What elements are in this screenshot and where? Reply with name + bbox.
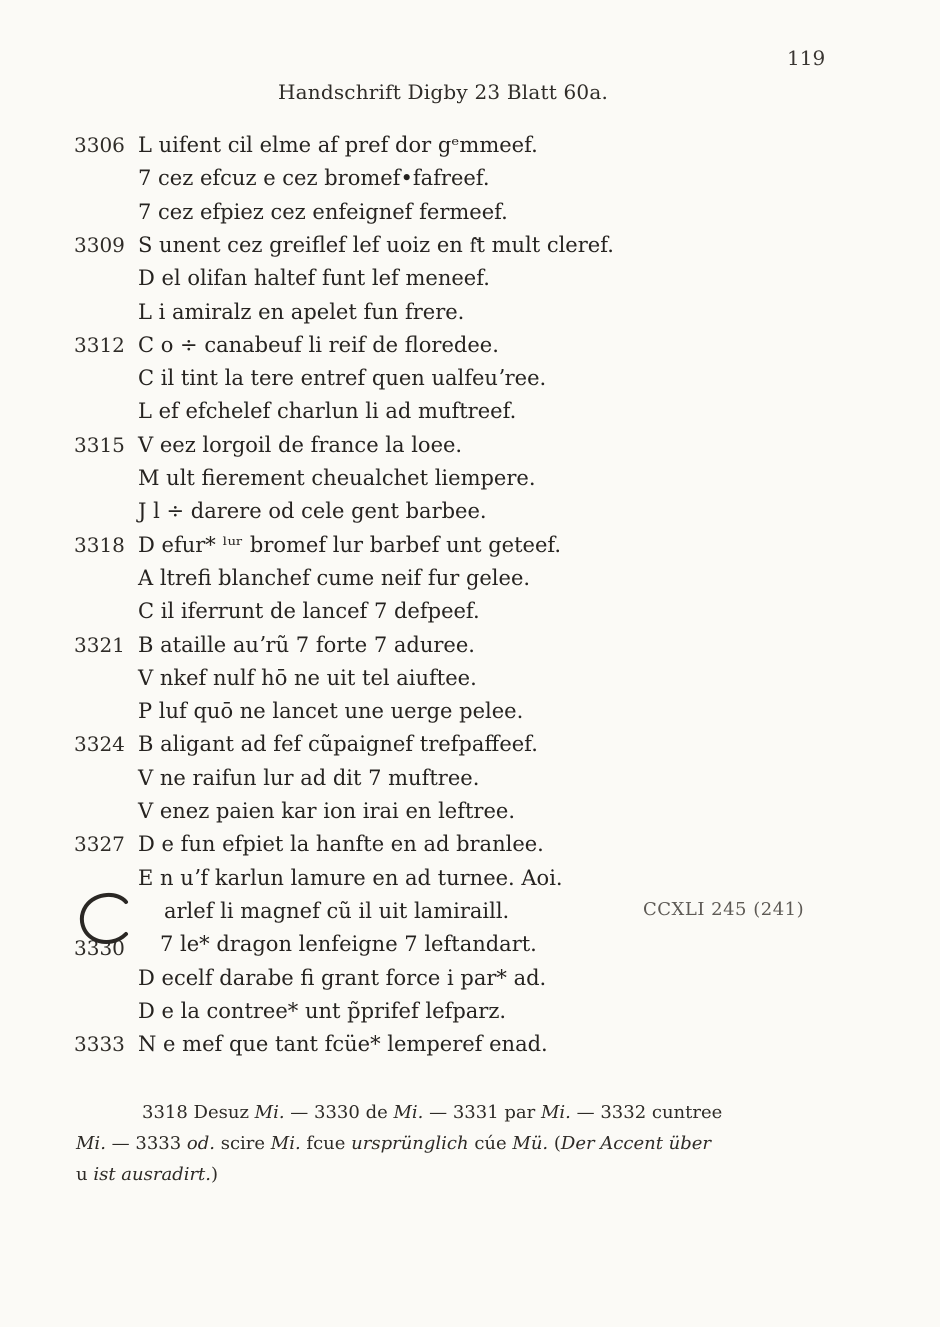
verse-line bbox=[0, 466, 940, 499]
verse-number: 3309 bbox=[74, 232, 125, 257]
verse-line bbox=[0, 699, 940, 732]
footnote-segment: — 3333 bbox=[105, 1133, 187, 1154]
footnote-line-3 bbox=[74, 1159, 834, 1190]
verse-line bbox=[0, 266, 940, 299]
footnote-segment: cuntree bbox=[651, 1102, 723, 1123]
footnote-segment: ursprünglich bbox=[351, 1133, 469, 1154]
initial-capital bbox=[74, 888, 134, 948]
footnote-segment: scire bbox=[215, 1133, 271, 1154]
verse-line bbox=[0, 633, 940, 666]
footnote-segment: Desuz bbox=[193, 1102, 255, 1123]
footnote-segment: Mi. bbox=[540, 1102, 571, 1123]
footnote-segment: par bbox=[504, 1102, 541, 1123]
footnote-line-2 bbox=[74, 1128, 834, 1159]
footnote-segment: — 3332 bbox=[570, 1102, 652, 1123]
verse-text: B aligant ad fef cũpaignef trefpaffeef. bbox=[138, 732, 538, 757]
verse-text: P luf quō ne lancet une uerge pelee. bbox=[138, 699, 524, 724]
verse-line bbox=[0, 166, 940, 199]
verse-text: C o ÷ canabeuf li reif de floredee. bbox=[138, 332, 499, 357]
verse-text: J l ÷ darere od cele gent barbee. bbox=[138, 499, 487, 524]
verse-line bbox=[0, 433, 940, 466]
verse-number: 3324 bbox=[74, 732, 125, 757]
footnote-segment: Mü. bbox=[512, 1133, 549, 1154]
footnote-segment: de bbox=[365, 1102, 394, 1123]
footnote-line-1 bbox=[74, 1097, 834, 1128]
verse-line bbox=[0, 966, 940, 999]
verse-line bbox=[0, 333, 940, 366]
verse-line bbox=[0, 932, 940, 965]
verse-text: A ltrefi blanchef cume neif fur gelee. bbox=[138, 565, 531, 590]
verse-text: V ne raifun lur ad dit 7 muftree. bbox=[138, 765, 480, 790]
verse-line bbox=[0, 832, 940, 865]
verse-text: D e fun efpiet la hanfte en ad branlee. bbox=[138, 832, 544, 857]
verse-line bbox=[0, 1032, 940, 1065]
verse-number: 3327 bbox=[74, 832, 125, 857]
verse-line bbox=[0, 599, 940, 632]
verse-line bbox=[0, 866, 940, 899]
verse-line bbox=[0, 233, 940, 266]
footnote-segment: — 3330 bbox=[284, 1102, 366, 1123]
verse-text: V enez paien kar ion irai en leftree. bbox=[138, 799, 516, 823]
verse-text: C il tint la tere entref quen ualfeuʼree. bbox=[138, 366, 547, 391]
verse-number: 3312 bbox=[74, 332, 125, 357]
verse-text: D efur* ˡᵘʳ bromef lur barbef unt geteef. bbox=[138, 532, 562, 557]
verse-line bbox=[0, 133, 940, 166]
footnote-segment: 3318 bbox=[142, 1102, 194, 1123]
verse-text: D el olifan haltef funt lef meneef. bbox=[138, 266, 490, 291]
verse-line bbox=[0, 499, 940, 532]
verse-line bbox=[0, 200, 940, 233]
verse-line bbox=[0, 366, 940, 399]
verse-line bbox=[0, 399, 940, 432]
verse-text: B ataille auʼrũ 7 forte 7 aduree. bbox=[138, 632, 475, 657]
footnote-segment: ( bbox=[548, 1133, 561, 1154]
verse-line bbox=[0, 300, 940, 333]
verse-line bbox=[0, 666, 940, 699]
footnote-segment: Mi. bbox=[76, 1133, 106, 1154]
footnote-segment: od. bbox=[186, 1133, 215, 1154]
verse-text: N e mef que tant fcüe* lemperef enad. bbox=[138, 1032, 548, 1057]
footnote-segment: Mi. bbox=[254, 1102, 285, 1123]
footnote-segment: ) bbox=[211, 1164, 219, 1185]
verse-line bbox=[0, 732, 940, 765]
footnote-segment: ist ausradirt. bbox=[93, 1164, 212, 1185]
footnote-segment: — 3331 bbox=[423, 1102, 505, 1123]
verse-number: 3315 bbox=[74, 432, 125, 457]
verse-number: 3318 bbox=[74, 532, 125, 557]
footnote-segment: u bbox=[76, 1164, 94, 1185]
verse-text: S unent cez greiflef lef uoiz en f͂t mult cleref. bbox=[138, 232, 614, 257]
verse-text: L uifent cil elme af pref dor gᵉmmeef. bbox=[138, 133, 538, 157]
verse-text: L i amiralz en apelet fun frere. bbox=[138, 299, 465, 324]
verse-line bbox=[0, 533, 940, 566]
running-head: Handschrift Digby 23 Blatt 60a. bbox=[278, 80, 609, 104]
footnotes bbox=[74, 1097, 834, 1190]
footnote-segment: fcue bbox=[300, 1133, 352, 1154]
verse-number: 3306 bbox=[74, 133, 125, 157]
margin-reference: CCXLI 245 (241) bbox=[643, 899, 805, 920]
initial-c-icon bbox=[74, 888, 134, 948]
verse-text: 7 cez efpiez cez enfeignef fermeef. bbox=[138, 199, 508, 224]
verse-line bbox=[0, 999, 940, 1032]
verse-text: V eez lorgoil de france la loee. bbox=[138, 432, 463, 457]
verse-number: 3333 bbox=[74, 1032, 125, 1057]
verse-text: 7 cez efcuz e cez bromef•fafreef. bbox=[138, 166, 490, 191]
page-number: 119 bbox=[787, 46, 826, 70]
verse-number: 3321 bbox=[74, 632, 125, 657]
verse-text: D e la contree* unt p̃prifef lefparz. bbox=[138, 998, 507, 1023]
verse-text: L ef efchelef charlun li ad muftreef. bbox=[138, 399, 517, 424]
verse-line bbox=[0, 766, 940, 799]
verse-text: 7 le* dragon lenfeigne 7 leftandart. bbox=[160, 932, 537, 957]
verse-text: E n uʼf karlun lamure en ad turnee. Aoi. bbox=[138, 865, 563, 890]
footnote-segment: Mi. bbox=[270, 1133, 301, 1154]
verse-text: C il iferrunt de lancef 7 defpeef. bbox=[138, 599, 480, 624]
verse-line bbox=[0, 799, 940, 832]
verse-text: M ult fierement cheualchet liempere. bbox=[138, 466, 536, 490]
verse-text: arlef li magnef cũ il uit lamiraill. bbox=[164, 898, 510, 923]
footnote-segment: cúe bbox=[468, 1133, 513, 1154]
verse-number: 3330 bbox=[74, 936, 125, 961]
verse-text: V nkef nulf hō ne uit tel aiuftee. bbox=[138, 665, 477, 690]
verse-line bbox=[0, 566, 940, 599]
footnote-segment: Der Accent über bbox=[560, 1133, 712, 1154]
verse-text: D ecelf darabe fi grant force i par* ad. bbox=[138, 965, 547, 990]
footnote-segment: Mi. bbox=[393, 1102, 424, 1123]
